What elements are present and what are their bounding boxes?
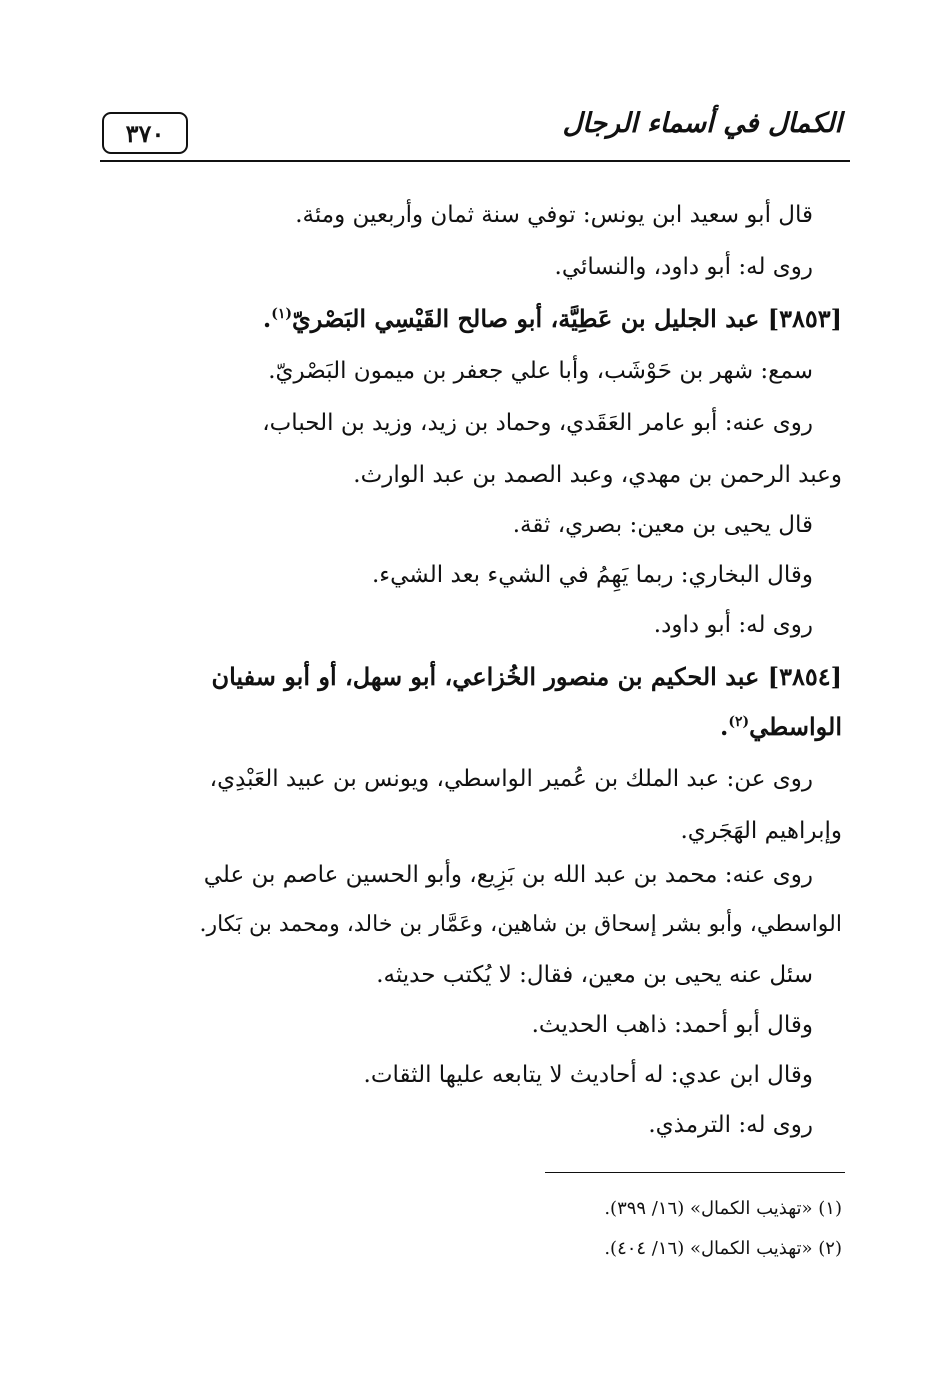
text-line: قال أبو سعيد ابن يونس: توفي سنة ثمان وأربعين ومئة. [295,202,813,228]
entry-heading-3853 [263,304,842,334]
footnote-marker: (٢) [728,714,750,730]
heading-period: . [262,304,272,333]
footnote-marker: (١) [271,306,292,322]
text-line: روى له: أبو داود، والنسائي. [554,254,813,280]
entry-heading-text: [٣٨٥٣] عبد الجليل بن عَطِيَّة، أبو صالح القَيْسِي البَصْريّ [291,304,842,333]
text-line: سمع: شهر بن حَوْشَب، وأبا علي جعفر بن ميمون البَصْريّ. [268,358,813,384]
book-title: الكمال في أسماء الرجال [562,108,842,139]
entry-heading-3854: [٣٨٥٤] عبد الحكيم بن منصور الخُزاعي، أبو سهل، أو أبو سفيان [211,662,842,691]
text-line: وقال أبو أحمد: ذاهب الحديث. [531,1012,813,1038]
text-line: روى عنه: أبو عامر العَقَدي، وحماد بن زيد، وزيد بن الحباب، [262,410,813,436]
text-line: روى عن: عبد الملك بن عُمير الواسطي، ويونس بن عبيد العَبْدِي، [209,766,813,792]
page-number: ٣٧٠ [102,112,188,154]
text-line: روى له: الترمذي. [648,1112,813,1138]
entry-heading-3854-cont [720,712,842,742]
text-line: سئل عنه يحيى بن معين، فقال: لا يُكتب حديثه. [376,962,813,988]
text-line: وقال ابن عدي: له أحاديث لا يتابعه عليها الثقات. [363,1062,813,1088]
footnote-divider [545,1172,845,1173]
text-line: روى عنه: محمد بن عبد الله بن بَزِيع، وأبو الحسين عاصم بن علي [203,862,813,888]
footnote-1: (١) «تهذيب الكمال» (١٦/ ٣٩٩). [604,1198,842,1219]
entry-heading-text: الواسطي [749,712,842,741]
text-line: وعبد الرحمن بن مهدي، وعبد الصمد بن عبد الوارث. [353,462,842,488]
heading-period: . [720,712,729,741]
text-line: قال يحيى بن معين: بصري، ثقة. [512,512,813,538]
text-line: روى له: أبو داود. [653,612,813,638]
page-header [100,100,850,166]
text-line: الواسطي، وأبو بشر إسحاق بن شاهين، وعَمَّار بن خالد، ومحمد بن بَكار. [199,912,842,937]
header-divider [100,160,850,162]
footnote-2: (٢) «تهذيب الكمال» (١٦/ ٤٠٤). [604,1238,842,1259]
text-line: وقال البخاري: ربما يَهِمُ في الشيء بعد الشيء. [371,562,813,588]
text-line: وإبراهيم الهَجَري. [680,818,842,844]
